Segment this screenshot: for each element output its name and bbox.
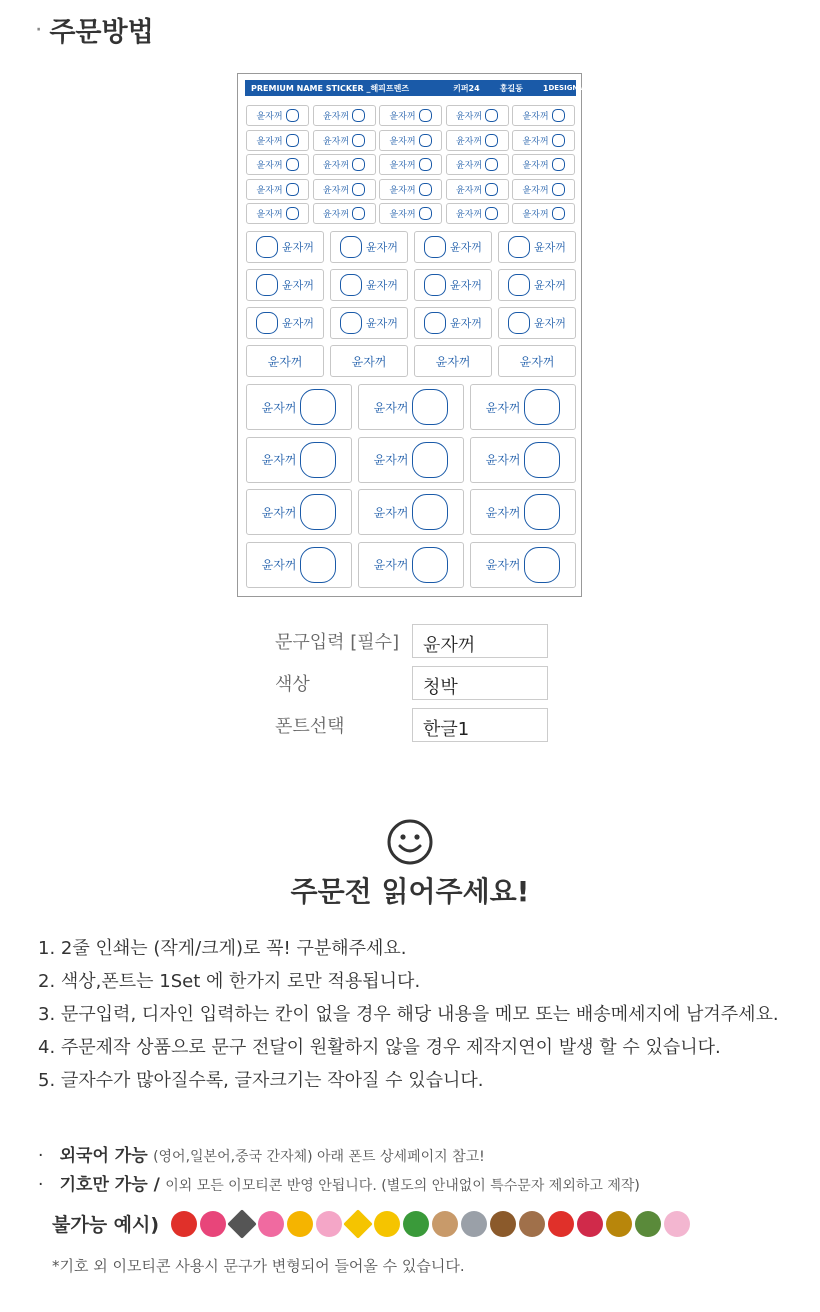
footnote: *기호 외 이모티콘 사용시 문구가 변형되어 들어올 수 있습니다.: [52, 1257, 465, 1275]
section-title: [36, 10, 154, 49]
animal-face-icon: [424, 274, 446, 296]
name-sticker: [330, 269, 408, 301]
name-sticker: [313, 130, 376, 151]
animal-face-icon: [256, 312, 278, 334]
section-title-text: 주문방법: [49, 17, 154, 48]
sticker-name-text: 윤자꺼: [322, 112, 350, 122]
animal-face-icon: [412, 442, 448, 478]
animal-face-icon: [300, 389, 336, 425]
name-sticker: [246, 269, 324, 301]
name-sticker: [379, 154, 442, 175]
animal-face-icon: [412, 547, 448, 583]
bear-icon: [490, 1211, 516, 1237]
sticker-name-text: 윤자꺼: [322, 136, 350, 147]
rule-foreign-strong: 외국어 가능: [59, 1146, 148, 1166]
sticker-name-text: 윤자꺼: [261, 558, 297, 572]
title-bullet: ·: [36, 21, 42, 38]
animal-face-icon: [552, 158, 565, 171]
name-sticker: [414, 269, 492, 301]
sticker-name-text: 윤자꺼: [389, 185, 416, 196]
animal-face-icon: [419, 183, 432, 196]
name-sticker: [470, 384, 576, 430]
name-sticker: [379, 130, 442, 151]
animal-face-icon: [485, 183, 498, 196]
animal-face-icon: [424, 236, 446, 258]
name-sticker: [246, 179, 309, 200]
sticker-name-text: 윤자꺼: [522, 210, 549, 220]
sticker-name-text: 윤자꺼: [322, 185, 350, 196]
impossible-label: 불가능 예시): [52, 1214, 160, 1236]
name-sticker: [246, 437, 352, 483]
name-sticker: [414, 345, 492, 377]
animal-face-icon: [485, 109, 498, 122]
glowing-star-icon: [343, 1209, 372, 1238]
rule-foreign-language: [38, 1141, 485, 1166]
rule-symbol-strong: 기호만 가능 /: [59, 1175, 160, 1195]
name-sticker: [246, 203, 309, 224]
sheet-header-name: 홍길동: [499, 83, 523, 93]
name-sticker: [246, 489, 352, 535]
cat-icon: [461, 1211, 487, 1237]
animal-face-icon: [300, 442, 336, 478]
animal-face-icon: [352, 109, 365, 122]
name-sticker: [414, 307, 492, 339]
animal-face-icon: [286, 109, 299, 122]
animal-face-icon: [552, 134, 565, 147]
animal-face-icon: [508, 312, 530, 334]
sticker-name-text: 윤자꺼: [256, 161, 283, 171]
option-label-color: 색상: [275, 674, 310, 695]
thumbs-up-icon: [287, 1211, 313, 1237]
sticker-name-text: 윤자꺼: [373, 453, 409, 467]
sticker-name-text: 윤자꺼: [256, 210, 283, 220]
name-sticker: [246, 105, 309, 126]
heart-icon: [171, 1211, 197, 1237]
animal-face-icon: [352, 158, 365, 171]
name-sticker: [446, 179, 509, 200]
rule-symbol-detail: 이외 모든 이모티콘 반영 안됩니다. (별도의 안내없이 특수문자 제외하고 제작): [165, 1178, 640, 1194]
sticker-name-text: 윤자꺼: [373, 400, 409, 415]
name-sticker: [246, 384, 352, 430]
color-select[interactable]: 청박: [412, 666, 548, 700]
animal-face-icon: [552, 207, 565, 220]
sticker-name-text: 윤자꺼: [261, 505, 297, 520]
leaves-icon: [606, 1211, 632, 1237]
name-sticker: [246, 130, 309, 151]
animal-face-icon: [340, 236, 362, 258]
sticker-name-text: 윤자꺼: [389, 112, 416, 122]
name-sticker: [470, 542, 576, 588]
two-hearts-icon: [548, 1211, 574, 1237]
sticker-name-text: 윤자꺼: [450, 241, 482, 254]
name-sticker: [313, 105, 376, 126]
rule-symbols-only: [38, 1170, 640, 1195]
animal-face-icon: [412, 389, 448, 425]
name-sticker: [379, 203, 442, 224]
sticker-name-text: 윤자꺼: [534, 279, 566, 292]
animal-face-icon: [256, 274, 278, 296]
animal-face-icon: [485, 207, 498, 220]
name-sticker: [512, 154, 575, 175]
name-sticker: [414, 231, 492, 263]
name-sticker: [246, 542, 352, 588]
sticker-name-text: 윤자꺼: [366, 279, 398, 292]
name-sticker: [330, 345, 408, 377]
flower-icon: [664, 1211, 690, 1237]
sticker-name-text: 윤자꺼: [455, 210, 483, 220]
animal-face-icon: [352, 134, 365, 147]
name-sticker: [470, 437, 576, 483]
sticker-name-text: 윤자꺼: [351, 354, 387, 369]
animal-face-icon: [300, 494, 336, 530]
sticker-name-text: 윤자꺼: [261, 400, 297, 415]
sparkle-heart-icon: [258, 1211, 284, 1237]
name-sticker: [246, 345, 324, 377]
name-sticker: [512, 130, 575, 151]
notice-title: 주문전 읽어주세요!: [290, 875, 530, 908]
sticker-name-text: 윤자꺼: [522, 185, 549, 196]
sticker-name-text: 윤자꺼: [522, 161, 549, 171]
notice-item-5: 5. 글자수가 많아질수록, 글자크기는 작아질 수 있습니다.: [38, 1070, 484, 1091]
sticker-name-text: 윤자꺼: [534, 241, 566, 254]
name-sticker: [246, 154, 309, 175]
sheet-header-brand: DESIGN AGIT: [548, 84, 600, 92]
name-sticker: [246, 231, 324, 263]
animal-face-icon: [286, 183, 299, 196]
smile-icon: [386, 818, 434, 866]
sticker-name-text: 윤자꺼: [450, 317, 482, 330]
name-sticker: [512, 179, 575, 200]
sticker-name-text: 윤자꺼: [366, 241, 398, 254]
sticker-name-text: 윤자꺼: [322, 210, 350, 220]
star-icon: [227, 1209, 256, 1238]
name-sticker: [358, 437, 464, 483]
sticker-name-text: 윤자꺼: [485, 453, 521, 467]
sticker-name-text: 윤자꺼: [455, 136, 483, 147]
sticker-name-text: 윤자꺼: [256, 136, 283, 147]
sticker-name-text: 윤자꺼: [389, 136, 416, 147]
monkey-icon: [519, 1211, 545, 1237]
name-sticker: [498, 231, 576, 263]
impossible-emoji-examples: [52, 1210, 693, 1237]
clover-icon: [403, 1211, 429, 1237]
animal-face-icon: [352, 207, 365, 220]
animal-face-icon: [286, 207, 299, 220]
heart-arrow-icon: [200, 1211, 226, 1237]
notice-item-2: 2. 색상,폰트는 1Set 에 한가지 로만 적용됩니다.: [38, 971, 421, 992]
font-select[interactable]: 한글1: [412, 708, 548, 742]
animal-face-icon: [424, 312, 446, 334]
animal-face-icon: [552, 183, 565, 196]
animal-face-icon: [419, 134, 432, 147]
name-sticker: [512, 105, 575, 126]
sticker-name-text: 윤자꺼: [256, 185, 283, 196]
notice-item-1: 1. 2줄 인쇄는 (작게/크게)로 꼭! 구분해주세요.: [38, 938, 407, 959]
animal-face-icon: [300, 547, 336, 583]
notice-item-3: 3. 문구입력, 디자인 입력하는 칸이 없을 경우 해당 내용을 메모 또는 배송메세지에 남겨주세요.: [38, 1004, 779, 1025]
name-sticker: [358, 489, 464, 535]
sticker-name-text: 윤자꺼: [373, 558, 409, 572]
sticker-name-text: 윤자꺼: [522, 136, 549, 147]
name-sticker: [246, 307, 324, 339]
grin-icon: [374, 1211, 400, 1237]
animal-face-icon: [340, 274, 362, 296]
name-sticker: [512, 203, 575, 224]
name-sticker: [470, 489, 576, 535]
sticker-name-text: 윤자꺼: [282, 279, 314, 292]
sticker-name-text: 윤자꺼: [322, 161, 350, 171]
emoji-list: [171, 1211, 693, 1237]
animal-face-icon: [508, 236, 530, 258]
sticker-name-text: 윤자꺼: [450, 279, 482, 292]
animal-face-icon: [524, 494, 560, 530]
rule-foreign-detail: (영어,일본어,중국 간자체) 아래 폰트 상세페이지 참고!: [153, 1149, 485, 1165]
animal-face-icon: [524, 442, 560, 478]
animal-face-icon: [552, 109, 565, 122]
herb-icon: [635, 1211, 661, 1237]
option-label-font: 폰트선택: [275, 716, 345, 737]
name-sticker: [498, 307, 576, 339]
name-sticker: [446, 154, 509, 175]
animal-face-icon: [508, 274, 530, 296]
animal-face-icon: [524, 389, 560, 425]
name-sticker: [313, 203, 376, 224]
name-sticker: [498, 269, 576, 301]
option-label-text: 문구입력 [필수]: [275, 632, 400, 653]
name-sticker: [358, 542, 464, 588]
animal-face-icon: [485, 158, 498, 171]
animal-face-icon: [419, 158, 432, 171]
sticker-name-text: 윤자꺼: [455, 112, 483, 122]
sticker-name-text: 윤자꺼: [267, 354, 303, 369]
name-sticker: [446, 105, 509, 126]
sticker-name-text: 윤자꺼: [261, 453, 297, 467]
name-sticker: [498, 345, 576, 377]
sheet-header-code: 키퍼24: [453, 83, 480, 93]
sheet-header: [245, 80, 600, 96]
sticker-name-text: 윤자꺼: [455, 161, 483, 171]
sticker-name-text: 윤자꺼: [389, 210, 416, 220]
name-sticker: [313, 179, 376, 200]
sticker-name-text: 윤자꺼: [282, 317, 314, 330]
blossom-icon: [316, 1211, 342, 1237]
name-sticker: [330, 231, 408, 263]
sticker-name-text: 윤자꺼: [435, 354, 471, 369]
animal-face-icon: [256, 236, 278, 258]
name-sticker: [446, 203, 509, 224]
sticker-sheet-preview: [237, 73, 600, 597]
text-input-field[interactable]: 윤자꺼: [412, 624, 548, 658]
animal-face-icon: [340, 312, 362, 334]
sticker-name-text: 윤자꺼: [519, 354, 555, 369]
sticker-name-text: 윤자꺼: [389, 161, 416, 171]
animal-face-icon: [419, 109, 432, 122]
sticker-name-text: 윤자꺼: [534, 317, 566, 330]
animal-face-icon: [419, 207, 432, 220]
animal-face-icon: [286, 158, 299, 171]
sticker-name-text: 윤자꺼: [485, 558, 521, 572]
sheet-header-num: 1: [542, 83, 549, 93]
sticker-name-text: 윤자꺼: [522, 112, 549, 122]
sticker-name-text: 윤자꺼: [366, 317, 398, 330]
name-sticker: [313, 154, 376, 175]
sticker-name-text: 윤자꺼: [485, 400, 521, 415]
dog-icon: [432, 1211, 458, 1237]
animal-face-icon: [286, 134, 299, 147]
sticker-name-text: 윤자꺼: [455, 185, 483, 196]
name-sticker: [379, 105, 442, 126]
sheet-header-title: PREMIUM NAME STICKER _해피프렌즈: [251, 83, 410, 93]
notice-item-4: 4. 주문제작 상품으로 문구 전달이 원활하지 않을 경우 제작지연이 발생 할 수 있습니다.: [38, 1037, 721, 1058]
sticker-name-text: 윤자꺼: [485, 505, 521, 520]
name-sticker: [446, 130, 509, 151]
animal-face-icon: [485, 134, 498, 147]
name-sticker: [379, 179, 442, 200]
name-sticker: [330, 307, 408, 339]
heart-ribbon-icon: [577, 1211, 603, 1237]
rule-bullet: ·: [38, 1175, 44, 1195]
animal-face-icon: [524, 547, 560, 583]
rule-bullet: ·: [38, 1146, 44, 1166]
sticker-name-text: 윤자꺼: [373, 505, 409, 520]
animal-face-icon: [352, 183, 365, 196]
sticker-name-text: 윤자꺼: [256, 112, 283, 122]
name-sticker: [358, 384, 464, 430]
animal-face-icon: [412, 494, 448, 530]
sticker-name-text: 윤자꺼: [282, 241, 314, 254]
